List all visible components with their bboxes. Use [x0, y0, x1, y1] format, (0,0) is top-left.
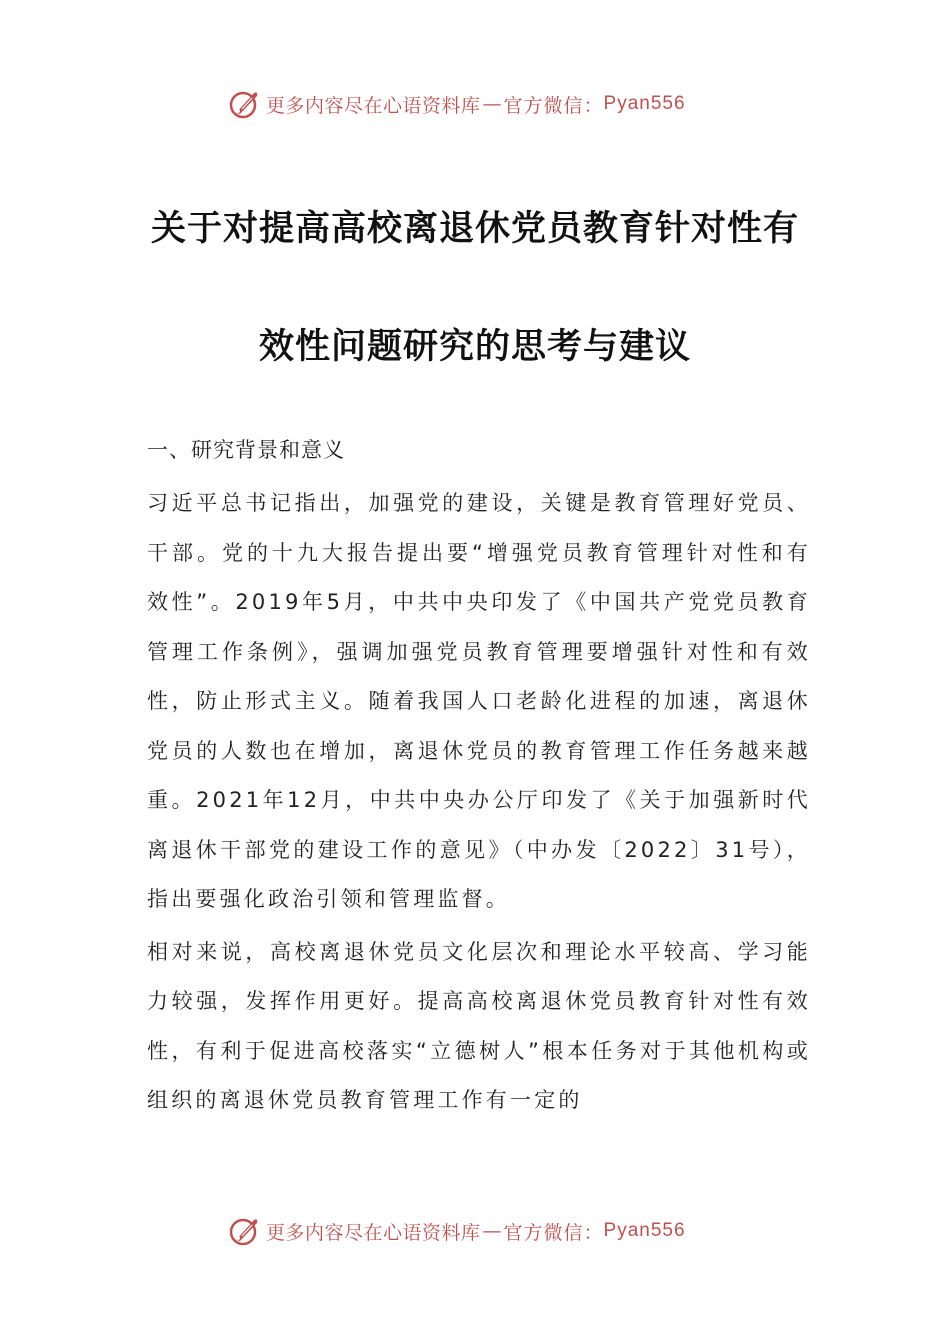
watermark-text: 更多内容尽在心语资料库	[266, 1221, 481, 1244]
body-paragraph: 相对来说，高校离退休党员文化层次和理论水平较高、学习能力较强，发挥作用更好。提高高校离退休党员教育针对性有效性，有利于促进高校落实“立德树人”根本任务对于其他机构或组织的离退休党员教育管理工作有一定的	[147, 939, 811, 1112]
document-title-line-2: 效性问题研究的思考与建议	[258, 326, 691, 368]
watermark-footer	[228, 1211, 686, 1251]
watermark-contact-label: 官方微信：	[503, 94, 604, 117]
watermark-contact-label: 官方微信：	[503, 1221, 604, 1244]
body-paragraph: 习近平总书记指出，加强党的建设，关键是教育管理好党员、干部。党的十九大报告提出要“增强党员教育管理针对性和有效性”。2019年5月，中共中央印发了《中国共产党党员教育管理工作条例》，强调加强党员教育管理要增强针对性和有效性，防止形式主义。随着我国人口老龄化进程的加速，离退休党员的人数也在增加，离退休党员的教育管理工作任务越来越重。2021年12月，中共中央办公厅印发了《关于加强新时代离退休干部党的建设工作的意见》（中办发〔2022〕31号），指出要强化政治引领和管理监督。	[147, 491, 811, 911]
watermark-contact-id: Pyan556	[603, 1220, 686, 1241]
document-body	[147, 428, 811, 1126]
watermark-header	[228, 84, 686, 124]
feather-pen-badge-icon	[228, 1214, 262, 1248]
section-heading: 一、研究背景和意义	[147, 438, 345, 462]
watermark-text: 更多内容尽在心语资料库	[266, 94, 481, 117]
feather-pen-badge-icon	[228, 87, 262, 121]
document-title-line-1: 关于对提高高校离退休党员教育针对性有	[150, 208, 799, 250]
watermark-separator: —	[482, 93, 502, 115]
watermark-contact-id: Pyan556	[603, 93, 686, 114]
watermark-separator: —	[482, 1220, 502, 1242]
